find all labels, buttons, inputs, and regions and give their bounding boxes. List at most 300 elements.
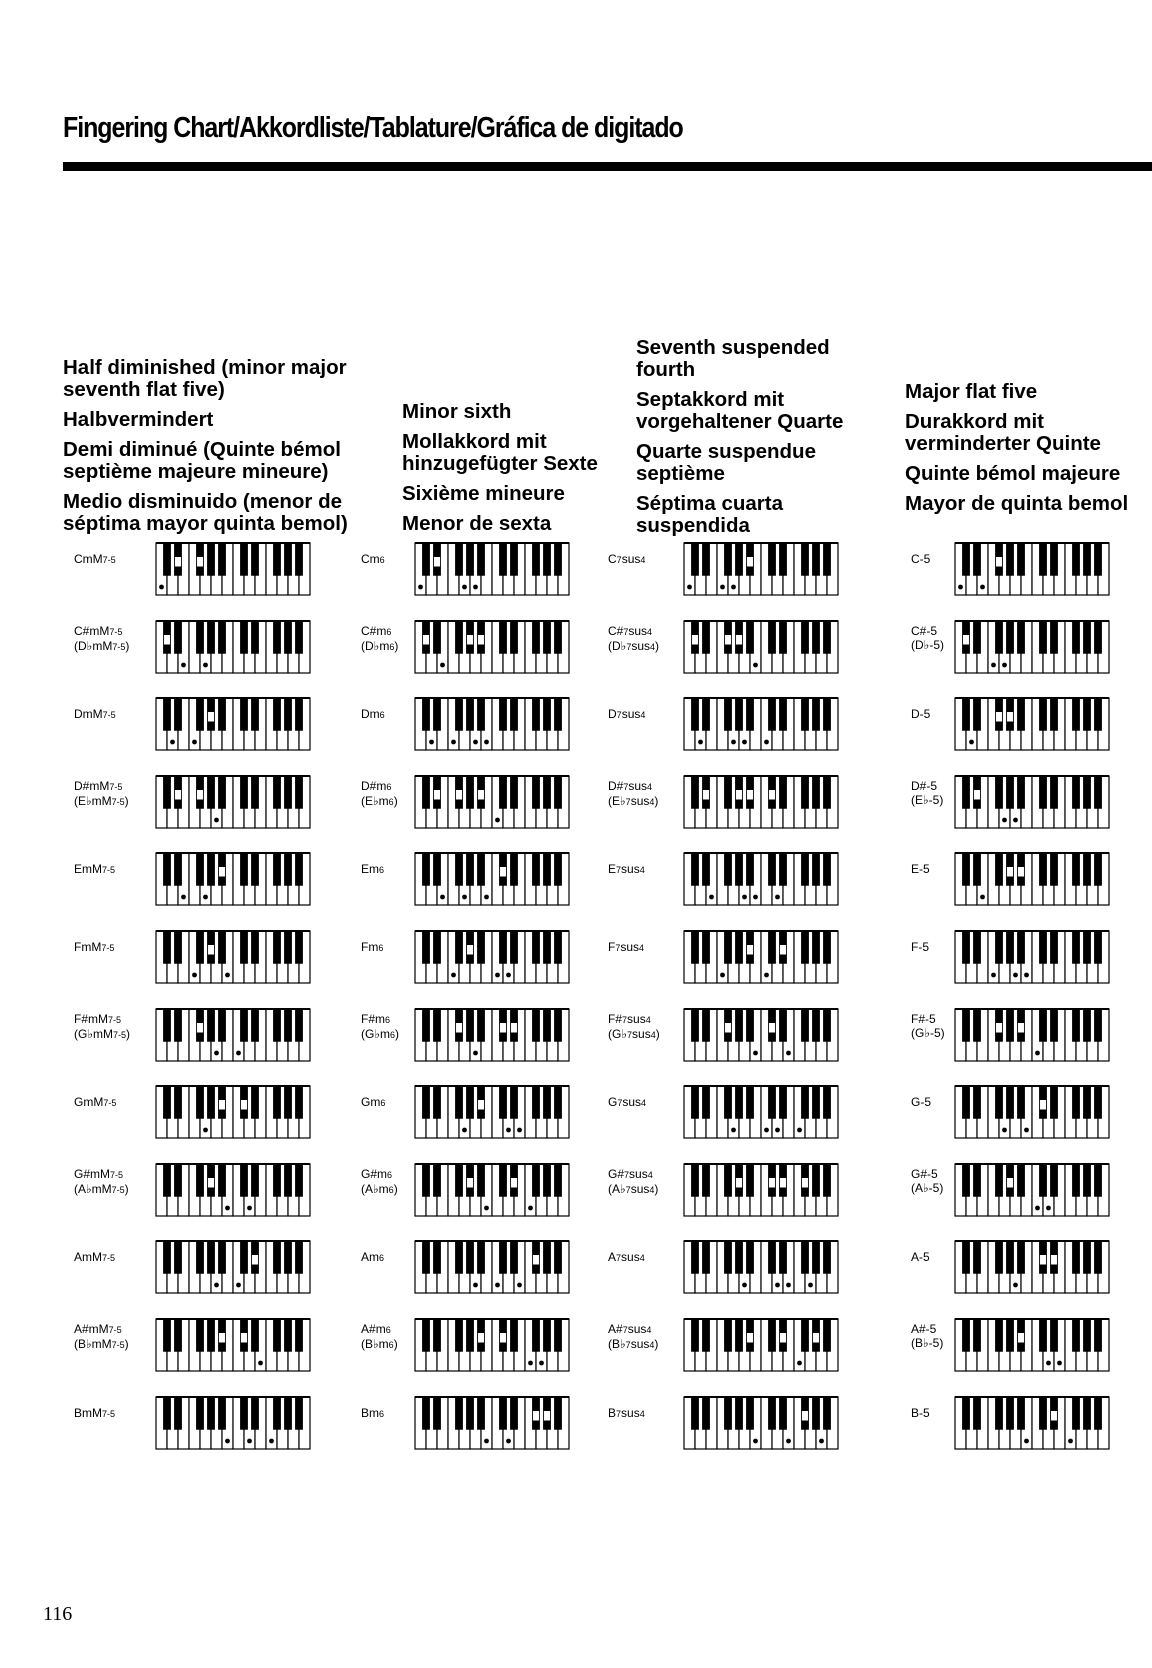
black-key [456,1397,463,1429]
finger-dot [506,1438,511,1443]
finger-dot [208,945,214,954]
black-key [736,1086,743,1118]
finger-dot [456,790,462,799]
black-key [824,698,831,730]
black-key [511,698,518,730]
black-key [996,853,1003,885]
black-key [824,1241,831,1273]
finger-dot [511,1178,517,1187]
chord-name-line: (D♭m6) [361,638,399,653]
black-key [467,853,474,885]
black-key [747,621,754,653]
black-key [703,931,710,963]
black-key [1095,1319,1102,1351]
black-key [274,1241,281,1273]
black-key [175,1086,182,1118]
finger-dot [495,817,500,822]
black-key [736,1009,743,1041]
chord-name [361,1012,399,1042]
black-key [974,1009,981,1041]
chord-name [361,1406,384,1421]
chord-name-line: D7sus4 [608,707,646,722]
finger-dot [753,1050,758,1055]
finger-dot [1051,1411,1057,1420]
black-key [544,1164,551,1196]
black-key [824,1397,831,1429]
black-key [456,621,463,653]
black-key [219,1397,226,1429]
finger-dot [974,790,980,799]
finger-dot [225,973,230,978]
finger-dot [197,790,203,799]
chord-name-line: (D♭-5) [911,637,944,652]
black-key [208,543,215,575]
black-key [725,931,732,963]
black-key [974,931,981,963]
finger-dot [533,1256,539,1265]
black-key [456,1241,463,1273]
black-key [963,1319,970,1351]
chord-name [361,1250,384,1265]
finger-dot [484,1438,489,1443]
chord-name-line: A#mM7-5 [74,1322,122,1336]
black-key [736,931,743,963]
keyboard-diagram [954,542,1110,596]
black-key [1095,543,1102,575]
black-key [285,931,292,963]
black-key [1084,1164,1091,1196]
black-key [164,1319,171,1351]
black-key [780,853,787,885]
black-key [725,1397,732,1429]
chord-name-line: (E♭-5) [911,792,944,807]
chord-name [911,1322,943,1350]
black-key [703,621,710,653]
black-key [802,931,809,963]
black-key [725,1164,732,1196]
chord-name [608,862,645,877]
black-key [780,1397,787,1429]
black-key [456,1164,463,1196]
black-key [813,543,820,575]
keyboard-diagram [954,620,1110,674]
black-key [1007,1319,1014,1351]
black-key [175,698,182,730]
black-key [252,543,259,575]
black-key [197,1164,204,1196]
black-key [511,621,518,653]
black-key [544,698,551,730]
finger-dot [1024,973,1029,978]
black-key [197,853,204,885]
black-key [164,853,171,885]
chord-name-line: A#7sus4 [608,1322,652,1336]
chord-name-line: C#mM7-5 [74,623,123,638]
finger-dot [769,790,775,799]
black-key [1073,1164,1080,1196]
keyboard-diagram [155,930,311,984]
black-key [296,1397,303,1429]
black-key [692,1009,699,1041]
chord-name-line: (G♭7sus4) [608,1026,660,1041]
black-key [780,1086,787,1118]
black-key [164,1241,171,1273]
finger-dot [731,740,736,745]
black-key [802,621,809,653]
chord-name [74,624,129,654]
chord-name-line: D#7sus4 [608,778,653,793]
black-key [197,1319,204,1351]
keyboard-diagram [683,1085,839,1139]
finger-dot [429,740,434,745]
finger-dot [484,740,489,745]
black-key [208,621,215,653]
black-key [478,1397,485,1429]
black-key [434,698,441,730]
chord-name [74,1406,115,1421]
chord-name-line: (A♭m6) [361,1181,398,1196]
black-key [274,543,281,575]
keyboard-diagram [954,1318,1110,1372]
black-key [252,621,259,653]
keyboard-diagram [414,697,570,751]
black-key [974,621,981,653]
black-key [1095,853,1102,885]
black-key [1084,776,1091,808]
chord-name [911,707,930,721]
finger-dot [225,1205,230,1210]
black-key [197,698,204,730]
keyboard-diagram [683,1008,839,1062]
black-key [252,1397,259,1429]
keyboard-diagram [683,1240,839,1294]
black-key [692,931,699,963]
black-key [963,1009,970,1041]
black-key [996,1241,1003,1273]
black-key [703,698,710,730]
finger-dot [747,945,753,954]
finger-dot [687,585,692,590]
finger-dot [769,1178,775,1187]
black-key [296,1009,303,1041]
chord-name [74,1250,115,1265]
black-key [208,1086,215,1118]
finger-dot [236,1050,241,1055]
chord-name-line: E-5 [911,862,930,877]
finger-dot [517,1128,522,1133]
black-key [802,1086,809,1118]
finger-dot [192,740,197,745]
black-key [824,543,831,575]
finger-dot [1002,1128,1007,1133]
black-key [285,1009,292,1041]
chord-name [608,552,645,567]
keyboard-diagram [683,1396,839,1450]
finger-dot [980,895,985,900]
black-key [813,931,820,963]
black-key [467,1086,474,1118]
finger-dot [203,1128,208,1133]
black-key [478,543,485,575]
chord-name-line: (D♭mM7-5) [74,638,130,653]
black-key [974,1319,981,1351]
black-key [500,1397,507,1429]
black-key [1007,543,1014,575]
black-key [1084,698,1091,730]
black-key [434,1241,441,1273]
finger-dot [1007,868,1013,877]
black-key [802,543,809,575]
finger-dot [528,1205,533,1210]
finger-dot [764,740,769,745]
black-key [996,621,1003,653]
column-header-major-flat-five [905,381,1145,523]
chord-name-line: Dm6 [361,707,385,722]
chord-name-line: B7sus4 [608,1405,645,1420]
keyboard-diagram [414,1163,570,1217]
chord-name-line: Fm6 [361,940,384,954]
black-key [1095,776,1102,808]
black-key [285,1086,292,1118]
black-key [996,1086,1003,1118]
chord-name [608,1012,660,1042]
finger-dot [219,1333,225,1342]
page-title: Fingering Chart/Akkordliste/Tablature/Gráfica de digitado [63,112,683,144]
finger-dot [478,1100,484,1109]
black-key [197,1241,204,1273]
black-key [434,1319,441,1351]
black-key [1051,1319,1058,1351]
finger-dot [802,1411,808,1420]
column-header-half-diminished [63,357,393,543]
black-key [274,1086,281,1118]
black-key [769,1241,776,1273]
finger-dot [241,1100,247,1109]
black-key [747,853,754,885]
black-key [736,853,743,885]
black-key [555,1397,562,1429]
chord-name-line: F#-5 [911,1011,936,1026]
chord-name-line: (A♭mM7-5) [74,1181,129,1196]
black-key [423,1086,430,1118]
black-key [1073,1319,1080,1351]
chord-name-line: (G♭mM7-5) [74,1026,130,1041]
finger-dot [703,790,709,799]
black-key [996,1319,1003,1351]
chord-name-line: F#m6 [361,1011,391,1026]
black-key [1095,1241,1102,1273]
black-key [1051,1164,1058,1196]
black-key [703,853,710,885]
black-key [285,853,292,885]
black-key [285,543,292,575]
black-key [813,1009,820,1041]
black-key [1018,1164,1025,1196]
finger-dot [462,585,467,590]
black-key [963,1241,970,1273]
black-key [1051,698,1058,730]
chord-name [608,707,645,722]
chord-name-line: C#m6 [361,623,392,638]
black-key [467,543,474,575]
black-key [769,1319,776,1351]
finger-dot [451,973,456,978]
chord-name [911,1406,930,1420]
black-key [1095,1164,1102,1196]
finger-dot [208,1178,214,1187]
chord-name [608,624,659,654]
black-key [544,543,551,575]
black-key [533,698,540,730]
chord-name [361,552,385,567]
chord-name [911,940,929,954]
black-key [555,1009,562,1041]
black-key [1040,1009,1047,1041]
finger-dot [214,1283,219,1288]
black-key [197,1086,204,1118]
black-key [296,543,303,575]
black-key [963,776,970,808]
black-key [974,1241,981,1273]
chord-name [74,707,116,722]
black-key [824,1319,831,1351]
black-key [208,1009,215,1041]
black-key [963,543,970,575]
black-key [736,698,743,730]
black-key [780,1009,787,1041]
finger-dot [181,895,186,900]
black-key [692,1086,699,1118]
black-key [824,1164,831,1196]
black-key [533,853,540,885]
black-key [164,698,171,730]
black-key [1018,1241,1025,1273]
black-key [813,776,820,808]
black-key [1007,1397,1014,1429]
black-key [467,698,474,730]
black-key [511,776,518,808]
black-key [555,776,562,808]
finger-dot [175,790,181,799]
black-key [285,1397,292,1429]
chord-name [911,862,930,876]
black-key [1018,621,1025,653]
chord-name-line: D#mM7-5 [74,778,123,793]
header-line: Septakkord mit vorgehaltener Quarte [636,388,844,433]
chord-name [74,1012,130,1042]
chord-name [74,779,129,809]
black-key [725,1086,732,1118]
finger-dot [495,1283,500,1288]
finger-dot [692,635,698,644]
black-key [1007,1086,1014,1118]
black-key [1051,621,1058,653]
black-key [478,1009,485,1041]
black-key [769,543,776,575]
black-key [1095,1009,1102,1041]
black-key [274,1164,281,1196]
finger-dot [1007,1178,1013,1187]
keyboard-diagram [683,1318,839,1372]
black-key [175,931,182,963]
black-key [1095,698,1102,730]
black-key [824,853,831,885]
black-key [478,853,485,885]
chord-name-line: CmM7-5 [74,552,116,566]
black-key [736,1397,743,1429]
black-key [296,1241,303,1273]
black-key [703,1319,710,1351]
header-line: Durakkord mit verminderter Quinte [905,410,1101,455]
black-key [692,1164,699,1196]
chord-name-line: A-5 [911,1250,930,1265]
header-line: Major flat five [905,380,1038,403]
finger-dot [203,662,208,667]
black-key [285,776,292,808]
keyboard-diagram [683,775,839,829]
black-key [1007,621,1014,653]
chord-name [74,552,116,567]
black-key [219,1164,226,1196]
black-key [423,698,430,730]
header-line: Quarte suspendue septième [636,440,816,485]
black-key [197,931,204,963]
finger-dot [775,1128,780,1133]
black-key [974,1397,981,1429]
finger-dot [764,973,769,978]
chord-name [608,940,644,955]
finger-dot [467,1178,473,1187]
black-key [747,1397,754,1429]
black-key [208,1397,215,1429]
black-key [423,1241,430,1273]
chord-name-line: (D♭7sus4) [608,638,660,653]
black-key [500,621,507,653]
finger-dot [258,1361,263,1366]
black-key [1007,1241,1014,1273]
finger-dot [1046,1361,1051,1366]
finger-dot [462,895,467,900]
black-key [1051,543,1058,575]
black-key [500,698,507,730]
black-key [813,853,820,885]
black-key [544,853,551,885]
finger-dot [440,895,445,900]
black-key [219,621,226,653]
black-key [544,1086,551,1118]
black-key [1018,1086,1025,1118]
black-key [296,853,303,885]
chord-name-line: F-5 [911,940,929,954]
chord-name-line: D-5 [911,707,931,722]
finger-dot [484,895,489,900]
finger-dot [753,662,758,667]
black-key [241,1397,248,1429]
finger-dot [500,1333,506,1342]
finger-dot [219,1100,225,1109]
header-line: Sixième mineure [402,482,565,505]
chord-name-line: EmM7-5 [74,862,116,877]
black-key [747,1009,754,1041]
black-key [1084,1319,1091,1351]
finger-dot [225,1438,230,1443]
finger-dot [742,1283,747,1288]
black-key [813,1397,820,1429]
chord-name-line: A#-5 [911,1322,937,1336]
black-key [164,1009,171,1041]
finger-dot [780,1333,786,1342]
black-key [692,776,699,808]
